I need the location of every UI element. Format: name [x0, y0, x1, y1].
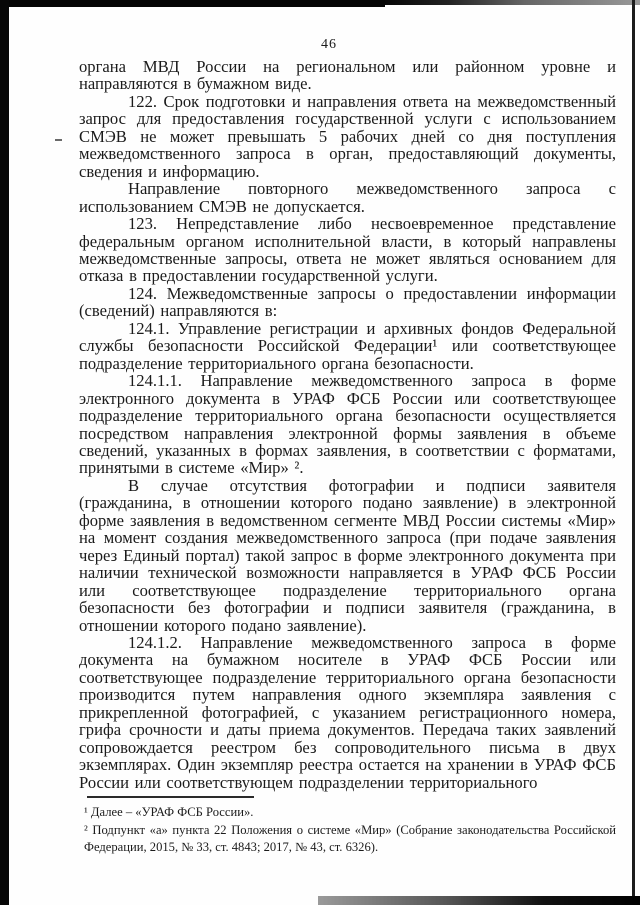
paragraph-repeat-request: Направление повторного межведомственного запроса с использованием СМЭВ не допускается.: [79, 179, 616, 216]
paragraph-124: 124. Межведомственные запросы о предоставлении информации (сведений) направляются в:: [79, 283, 616, 321]
scan-artifact-left-bar: [0, 0, 9, 905]
paragraph-continuation: органа МВД России на региональном или районном уровне и направляются в бумажном виде.: [79, 57, 616, 94]
paragraph-123: 123. Непредставление либо несвоевременное представление федеральным органом исполнительной власти, в который направлены межведомственные запросы, ответа не может являться основанием для отказа в предоставлении государственной услуги.: [79, 214, 616, 286]
paragraph-124-1-2: 124.1.2. Направление межведомственного запроса в форме документа на бумажном носителе в УРАФ ФСБ России или соответствующее подразделение территориального органа безопасности производится путем направления одного экземпляра заявления с прикрепленной фотографией, с указанием регистрационного номера, грифа срочности и даты приема документов. Передача таких заявлений сопровождается реестром без сопроводительного письма в двух экземплярах. Один экземпляр реестра остается на хранении в УРАФ ФСБ России или соответствующем подразделении территориального: [79, 632, 616, 792]
paragraph-124-1: 124.1. Управление регистрации и архивных фондов Федеральной службы безопасности Российской Федерации¹ или соответствующее подразделение территориального органа безопасности.: [79, 318, 616, 373]
scan-artifact-top-bar: [0, 0, 640, 5]
scan-artifact-speck: [55, 139, 62, 141]
footnote-separator: [87, 796, 254, 798]
page-number: 46: [321, 37, 337, 52]
document-body: [79, 58, 616, 791]
paragraph-no-photo-case: В случае отсутствия фотографии и подписи заявителя (гражданина, в отношении которого подано заявление) в электронной форме заявления в ведомственном сегменте МВД России системы «Мир» на момент создания межведомственного запроса (при подаче заявления через Единый портал) такой запрос в форме электронного документа при наличии технической возможности направляется в УРАФ ФСБ России или соответствующее подразделение территориального органа безопасности без фотографии и подписи заявителя (гражданина, в отношении которого подано заявление).: [79, 475, 616, 635]
footnote-1: ¹ Далее – «УРАФ ФСБ России».: [84, 805, 254, 819]
footnote-2: ² Подпункт «а» пункта 22 Положения о системе «Мир» (Собрание законодательства Российской Федерации, 2015, № 33, ст. 4843; 2017, № 43, ст. 6326).: [84, 822, 616, 854]
scan-artifact-right-line: [632, 0, 635, 905]
scan-artifact-bottom-bar: [318, 896, 640, 905]
paragraph-122: 122. Срок подготовки и направления ответа на межведомственный запрос для предоставления государственной услуги с использованием СМЭВ не может превышать 5 рабочих дней со дня поступления межведомственного запроса в орган, предоставляющий документы, сведения и информацию.: [79, 91, 616, 181]
paragraph-124-1-1: 124.1.1. Направление межведомственного запроса в форме электронного документа в УРАФ ФСБ России или соответствующее подразделение территориального органа безопасности осуществляется посредством направления электронной формы заявления в объеме сведений, указанных в формах заявления, в соответствии с форматами, принятыми в системе «Мир» ².: [79, 371, 616, 478]
footnotes: [84, 804, 616, 857]
